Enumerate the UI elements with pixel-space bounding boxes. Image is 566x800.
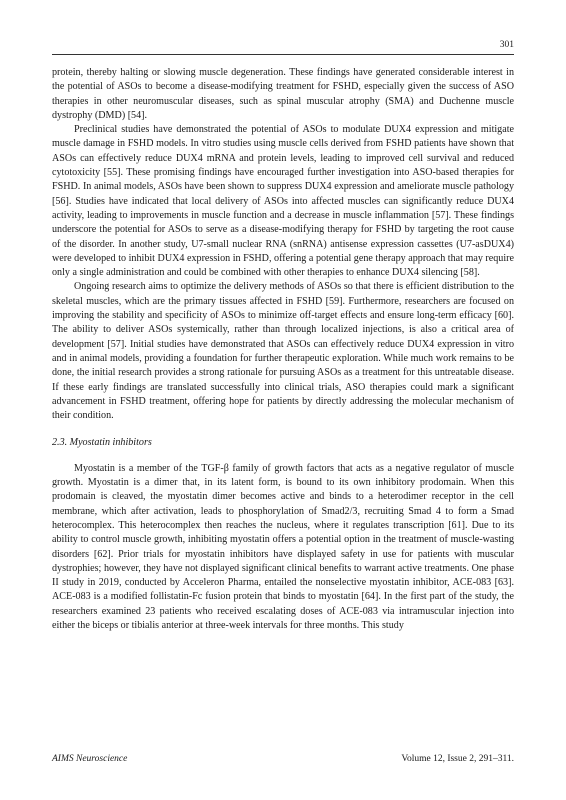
paragraph: Myostatin is a member of the TGF-β family of growth factors that acts as a negative regulator of muscle growth. Myostatin is a dimer that, in its latent form, is bound to its own inhibitory prodomain. When this prodomain is cleaved, the myostatin dimer becomes active and binds to a heterodimer receptor in the cell membrane, which after activation, leads to phosphorylation of Smad2/3, recruiting Smad 4 to form a Smad heterocomplex. This heterocomplex then reaches the nucleus, where it regulates transcription [61]. Due to its ability to control muscle growth, inhibiting myostatin offers a potential option in the treatment of muscle-wasting disorders [62]. Prior trials for myostatin inhibitors have displayed safety in use for patients with muscular dystrophies; however, they have not displayed significant clinical benefits to warrant active treatments. One phase II study in 2019, conducted by Acceleron Pharma, entailed the nonselective myostatin inhibitor, ACE-083 [63]. ACE-083 is a modified follistatin-Fc fusion protein that binds to myostatin [64]. In the first part of the study, the researchers examined 23 patients who received escalating doses of ACE-083 via intramuscular injection into either the biceps or tibialis anterior at three-week intervals for three months. This study bbox=[52, 462, 514, 631]
paragraph: protein, thereby halting or slowing muscle degeneration. These findings have generated considerable interest in the potential of ASOs to become a disease-modifying treatment for FSHD, especially given the success of ASO therapies in other neuromuscular diseases, such as spinal muscular atrophy (SMA) and Duchenne muscle dystrophy (DMD) [54]. bbox=[52, 67, 514, 121]
paragraph: Ongoing research aims to optimize the delivery methods of ASOs so that there is efficient distribution to the skeletal muscles, which are the primary tissues affected in FSHD [59]. Furthermore, researchers are focused on improving the stability and specificity of ASOs to minimize off-target effects and ensure long-term efficacy [60]. The ability to deliver ASOs systemically, rather than through localized injections, is also a critical area of development [57]. Initial studies have demonstrated that ASOs can effectively reduce DUX4 expression in vitro and in animal models, providing a foundation for further therapeutic exploration. While much work remains to be done, the initial research provides a strong rationale for pursuing ASOs as a treatment for this untreatable disease. If these early findings are translated successfully into clinical trials, ASO therapies could mark a significant advancement in FSHD treatment, offering hope for patients by directly addressing the molecular mechanism of their condition. bbox=[52, 281, 514, 422]
section-heading: 2.3. Myostatin inhibitors bbox=[52, 437, 152, 449]
page-number: 301 bbox=[499, 40, 514, 50]
journal-name: AIMS Neuroscience bbox=[52, 754, 128, 764]
paragraph: Preclinical studies have demonstrated the potential of ASOs to modulate DUX4 expression and mitigate muscle damage in FSHD models. In vitro studies using muscle cells derived from FSHD patients have shown that ASOs can effectively reduce DUX4 mRNA and protein levels, leading to improved cell survival and reduced cytotoxicity [55]. These promising findings have encouraged further investigation into ASO-based therapies for FSHD. In animal models, ASOs have been shown to suppress DUX4 expression and ameliorate muscle pathology [56]. Studies have indicated that local delivery of ASOs into affected muscles can significantly reduce DUX4 activity, leading to improvements in muscle function and a decrease in muscle inflammation [57]. These findings underscore the potential for ASOs to serve as a disease-modifying therapy for FSHD by targeting the root cause of the disorder. In another study, U7-small nuclear RNA (snRNA) antisense expression cassettes (U7-asDUX4) were developed to inhibit DUX4 expression in FSHD, offering a potential gene therapy approach that may require only a single administration and could be combined with other therapies to enhance DUX4 silencing [58]. bbox=[52, 124, 514, 279]
volume-info: Volume 12, Issue 2, 291–311. bbox=[401, 754, 514, 764]
body-text bbox=[52, 66, 514, 633]
header-rule bbox=[52, 54, 514, 55]
